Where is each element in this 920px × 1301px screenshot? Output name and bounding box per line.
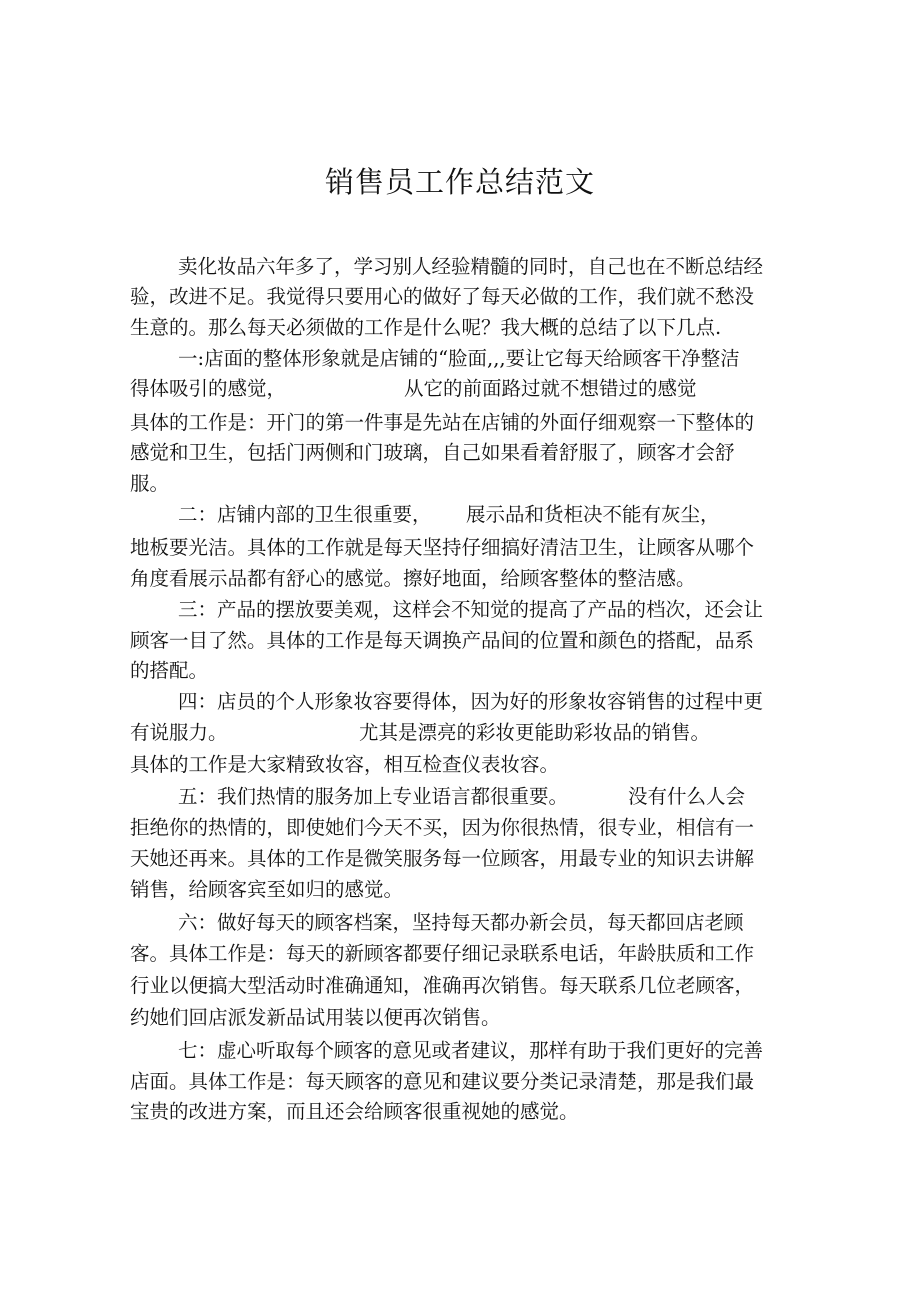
text-line: 约她们回店派发新品试用装以便再次销售。 [130, 1006, 501, 1029]
page-title: 销售员工作总结范文 [324, 165, 595, 199]
text-line: 店面。具体工作是：每天顾客的意见和建议要分类记录清楚，那是我们最 [130, 1070, 755, 1093]
text-line: 尤其是漂亮的彩妆更能助彩妆品的销售。 [359, 721, 711, 744]
text-line: 宝贵的改进方案，而且还会给顾客很重视她的感觉。 [130, 1100, 579, 1123]
text-line: 展示品和货柜决不能有灰尘， [466, 503, 720, 526]
text-line: 卖化妆品六年多了，学习别人经验精髓的同时，自己也在不断总结经 [178, 255, 764, 278]
text-line: 四：店员的个人形象妆容要得体，因为好的形象妆容销售的过程中更 [178, 690, 764, 713]
text-line: 感觉和卫生，包括门两侧和门玻璃，自己如果看着舒服了，顾客才会舒 [130, 441, 735, 464]
text-line: 天她还再来。具体的工作是微笑服务每一位顾客，用最专业的知识去讲解 [130, 847, 755, 870]
text-line: 地板要光洁。具体的工作就是每天坚持仔细搞好清洁卫生，让顾客从哪个 [130, 536, 755, 559]
text-line: 角度看展示品都有舒心的感觉。擦好地面，给顾客整体的整洁感。 [130, 567, 696, 590]
text-line: 三：产品的摆放要美观，这样会不知觉的提高了产品的档次，还会让 [178, 598, 764, 621]
text-line: 五：我们热情的服务加上专业语言都很重要。 [178, 785, 569, 808]
text-line: 一:店面的整体形象就是店铺的“脸面,,,要让它每天给顾客干净整洁 [178, 347, 740, 370]
text-line: 六：做好每天的顾客档案，坚持每天都办新会员，每天都回店老顾 [178, 911, 744, 934]
text-line: 七：虚心听取每个顾客的意见或者建议，那样有助于我们更好的完善 [178, 1039, 764, 1062]
text-line: 没有什么人会 [628, 785, 746, 808]
text-line: 二：店铺内部的卫生很重要， [178, 503, 432, 526]
text-line: 客。具体工作是：每天的新顾客都要仔细记录联系电话，年龄肤质和工作 [130, 942, 755, 965]
text-line: 具体的工作是大家精致妆容，相互检查仪表妆容。 [130, 753, 560, 776]
text-line: 服。 [130, 472, 170, 495]
text-line: 验，改进不足。我觉得只要用心的做好了每天必做的工作，我们就不愁没 [130, 285, 755, 308]
text-line: 具体的工作是：开门的第一件事是先站在店铺的外面仔细观察一下整体的 [130, 411, 755, 434]
text-line: 顾客一目了然。具体的工作是每天调换产品间的位置和颜色的搭配，品系 [130, 629, 755, 652]
text-line: 销售，给顾客宾至如归的感觉。 [130, 878, 404, 901]
text-line: 从它的前面路过就不想错过的感觉 [404, 377, 697, 400]
text-line: 行业以便搞大型活动时准确通知，准确再次销售。每天联系几位老顾客， [130, 974, 755, 997]
text-line: 有说服力。 [130, 721, 228, 744]
text-line: 得体吸引的感觉， [130, 377, 287, 400]
text-line: 生意的。那么每天必须做的工作是什么呢？我大概的总结了以下几点. [130, 316, 722, 339]
text-line: 拒绝你的热情的，即使她们今天不买，因为你很热情，很专业，相信有一 [130, 816, 755, 839]
text-line: 的搭配。 [130, 659, 209, 682]
